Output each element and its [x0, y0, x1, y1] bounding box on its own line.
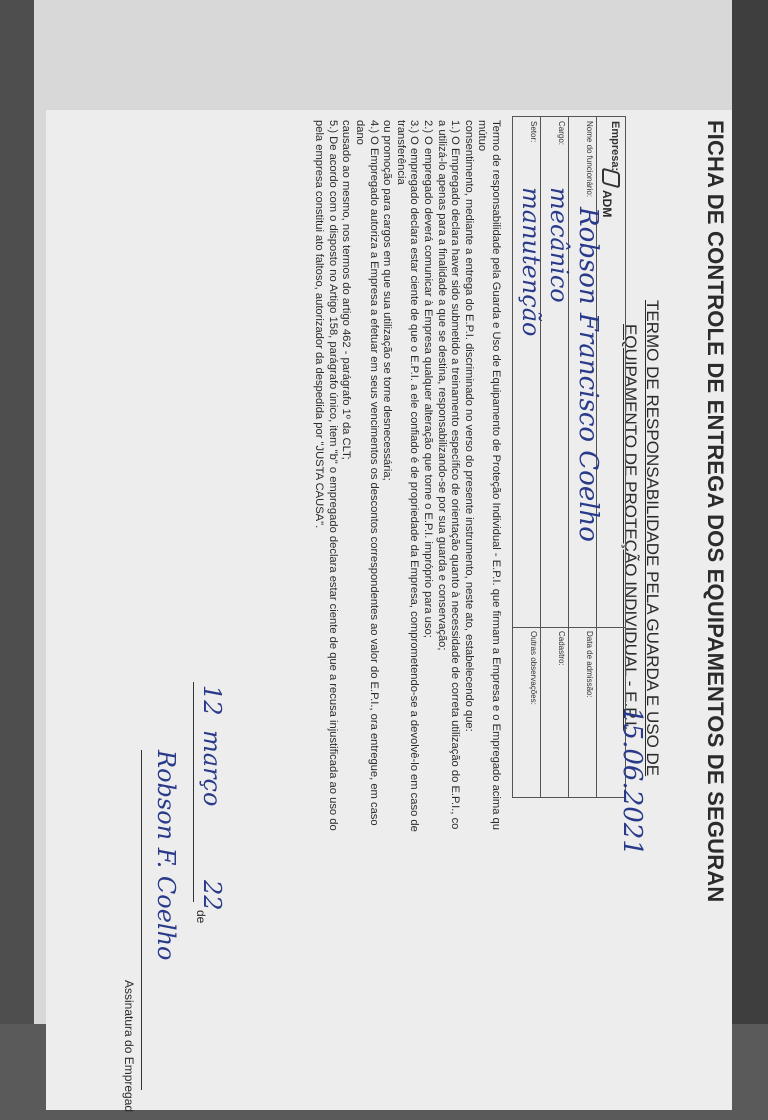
terms-text: [312, 120, 502, 1120]
signature-label: Assinatura do Empregad: [122, 980, 136, 1113]
date-line: [193, 682, 194, 902]
handwritten-mes: março: [198, 730, 226, 807]
date-connector: de: [194, 910, 208, 924]
cadastro-label: Cadastro:: [557, 631, 566, 666]
admissao-label: Data de admissão:: [585, 631, 594, 698]
terms-line: dano: [354, 120, 367, 145]
epi-form: [46, 110, 732, 1113]
terms-line: 1.) O Empregado declara haver sido submetido a treinamento específico de orientação quanto à necessidade de correta utilização do E.P.I., co: [449, 120, 462, 830]
signature-line: [141, 750, 142, 1090]
handwritten-ano: 22: [198, 880, 226, 911]
terms-line: causado ao mesmo, nos termos do artigo 462 - parágrafo 1º da CLT;: [340, 120, 353, 460]
terms-line: 3.) O empregado declara estar ciente de que o E.P.I. a ele confiado é de propriedade da Empresa, comprometendo-se a devolvê-lo em caso de: [408, 120, 421, 832]
scanner-edge-right: [732, 0, 768, 1024]
setor-label: Setor:: [529, 121, 538, 143]
handwritten-data-admissao: 15.06.2021: [617, 707, 647, 856]
terms-line: pela empresa constitui ato faltoso, autorizador da despedida por "JUSTA CAUSA".: [313, 120, 326, 529]
terms-line: consentimento, mediante a entrega do E.P.I. discriminado no verso do presente instrumento, neste ato, estabelecendo que:: [462, 120, 475, 732]
form-subtitle-line1: TERMO DE RESPONSABILIDADE PELA GUARDA E USO DE: [643, 300, 662, 777]
company-logo-text: ADM: [600, 190, 614, 218]
handwritten-setor: manutenção: [517, 187, 545, 337]
form-subtitle-line2: EQUIPAMENTO DE PROTEÇÃO INDIVIDUAL - E.P.I.: [621, 324, 640, 731]
terms-line: 2.) O empregado deverá comunicar à Empresa qualquer alteração que torne o E.P.I. impróprio para uso;: [422, 120, 435, 638]
terms-line: 4.) O Empregado autoriza a Empresa a efetuar em seus vencimentos os descontos correspondentes ao valor do E.P.I., ora entregue, em caso: [367, 120, 380, 826]
handwritten-cargo: mecânico: [545, 187, 573, 303]
terms-line: mútuo: [476, 120, 489, 152]
cargo-label: Cargo:: [557, 121, 566, 146]
handwritten-dia: 12: [198, 685, 226, 716]
handwritten-signature: Robson F. Coelho: [152, 750, 180, 961]
terms-line: Termo de responsabilidade pela Guarda e Uso de Equipamento de Proteção Individual - E.P.I. que firmam a Empresa e o Empregado acima qu: [490, 120, 502, 830]
terms-line: transferência: [394, 120, 407, 185]
terms-line: ou promoção para cargos em que sua utilização se torne desnecessária;: [381, 120, 394, 481]
handwritten-nome: Robson Francisco Coelho: [573, 207, 603, 542]
outras-observacoes-label: Outras observações:: [529, 631, 538, 705]
terms-line: 5.) De acordo com o disposto no Artigo 158, parágrafo único, item "b" o empregado declara estar ciente de que a recusa injustificada ao uso do: [326, 120, 339, 831]
terms-line: a utilizá-lo apenas para a finalidade a que se destina, responsabilizando-se por sua guarda e conservação;: [435, 120, 448, 651]
nome-label: Nome do funcionário:: [585, 121, 594, 198]
form-title: FICHA DE CONTROLE DE ENTREGA DOS EQUIPAMENTOS DE SEGURAN: [703, 120, 728, 903]
scanner-edge-left: [0, 0, 34, 1024]
empresa-label: Empresa:: [609, 121, 621, 172]
